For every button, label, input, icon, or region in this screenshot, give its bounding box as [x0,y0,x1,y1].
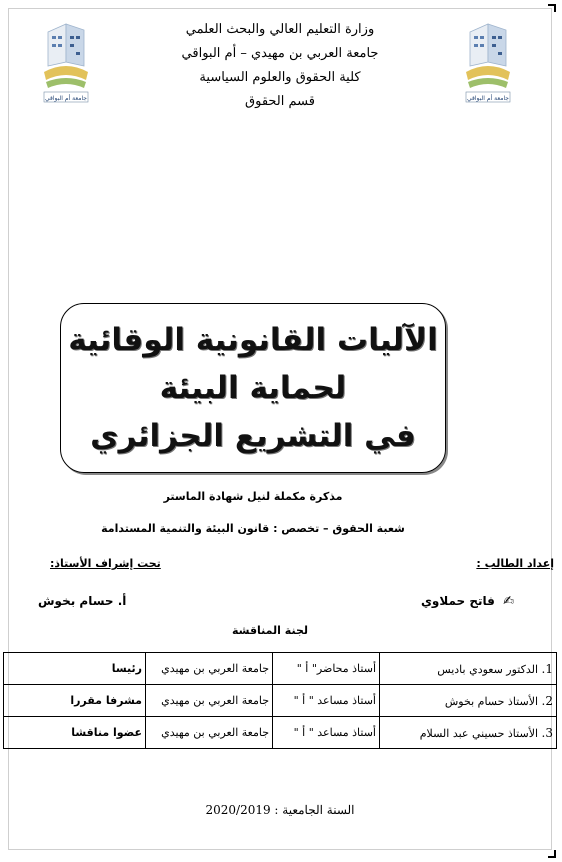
member-number: 1. [541,661,553,676]
member-role: عضوا مناقشا [4,717,146,749]
member-name: الدكتور سعودي باديس [437,662,539,676]
svg-text:جامعة أم البواقي: جامعة أم البواقي [467,95,509,102]
member-number: 2. [541,693,553,708]
writing-hand-icon: ✍ [503,594,514,609]
member-rank: أستاذ مساعد " أ " [273,717,380,749]
student-label: إعداد الطالب : [476,557,554,570]
thesis-title-line1: الآليات القانونية الوقائية لحماية البيئة [68,322,438,406]
committee-table [3,652,557,749]
member-university: جامعة العربي بن مهيدي [146,685,273,717]
member-number: 3. [541,725,553,740]
branch-specialty: شعبة الحقوق – تخصص : قانون البيئة والتنمية المستدامة [101,522,405,535]
memo-description: مذكرة مكملة لنيل شهادة الماستر [163,490,343,503]
student-name-line [421,594,514,609]
table-row [4,653,557,685]
university-logo-icon [462,22,514,106]
member-role: رئيسا [4,653,146,685]
department-name: قسم الحقوق [245,94,315,109]
supervisor-name: أ. حسام بخوش [38,594,127,608]
member-name-cell [380,717,557,749]
institution-header [110,22,450,118]
corner-mark [548,850,556,858]
committee-title: لجنة المناقشة [231,624,308,637]
member-name: الأستاذ حسيني عبد السلام [419,726,539,740]
table-row [4,717,557,749]
member-university: جامعة العربي بن مهيدي [146,717,273,749]
faculty-name: كلية الحقوق والعلوم السياسية [199,70,361,85]
member-name-cell [380,653,557,685]
member-name-cell [380,685,557,717]
svg-text:جامعة أم البواقي: جامعة أم البواقي [45,95,87,102]
member-university: جامعة العربي بن مهيدي [146,653,273,685]
member-rank: أستاذ مساعد " أ " [273,685,380,717]
ministry-name: وزارة التعليم العالي والبحث العلمي [185,22,375,37]
corner-mark [548,4,556,12]
supervisor-label: تحت إشراف الأستاذ: [50,557,161,570]
university-name: جامعة العربي بن مهيدي – أم البواقي [181,46,379,61]
member-name: الأستاذ حسام بخوش [444,694,539,708]
member-rank: أستاذ محاضر" أ " [273,653,380,685]
university-logo-icon [40,22,92,106]
table-row [4,685,557,717]
member-role: مشرفا مقررا [4,685,146,717]
thesis-title-box [60,303,446,473]
academic-year: السنة الجامعية : 2020/2019 [205,803,355,817]
student-name: فاتح حملاوي [420,594,495,608]
thesis-title-line2: في التشريع الجزائري [90,418,416,454]
